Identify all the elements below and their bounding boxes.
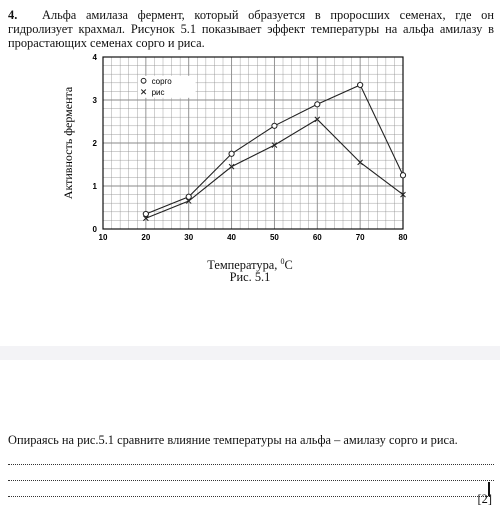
answer-line-1[interactable]: [8, 450, 494, 465]
legend-label: рис: [151, 87, 165, 97]
x-tick-label: 10: [98, 233, 108, 242]
question-text: Альфа амилаза фермент, который образуется в проросших семенах, где он гидролизует крахмал. Рисунок 5.1 показывает эффект температуры на альфа амилазу в прорастающих семенах сорго и риса.: [8, 8, 494, 50]
chart-container: [58, 52, 418, 252]
legend-label: сорго: [151, 76, 172, 86]
question-number: 4.: [8, 8, 18, 22]
x-tick-label: 20: [141, 233, 151, 242]
figure-caption: Рис. 5.1: [229, 270, 271, 284]
enzyme-activity-chart: [58, 52, 418, 252]
marks-label: [2]: [477, 492, 492, 506]
data-point-circle: [315, 102, 320, 107]
y-tick-label: 2: [92, 139, 97, 148]
x-axis-label-text: Температура,: [207, 258, 281, 273]
x-tick-label: 40: [227, 233, 237, 242]
section-separator: [0, 346, 500, 360]
x-tick-label: 30: [184, 233, 194, 242]
y-axis-label: Активность фермента: [61, 86, 75, 200]
x-tick-label: 50: [269, 233, 279, 242]
task-prompt: Опираясь на рис.5.1 сравните влияние температуры на альфа – амилазу сорго и риса.: [8, 433, 458, 447]
answer-area[interactable]: [8, 450, 494, 498]
data-point-circle: [229, 151, 234, 156]
data-point-circle: [400, 173, 405, 178]
answer-line-2[interactable]: [8, 466, 494, 481]
data-point-circle: [272, 123, 277, 128]
x-tick-label: 60: [312, 233, 322, 242]
y-tick-label: 1: [92, 182, 97, 191]
legend-marker-circle: [141, 78, 146, 83]
answer-line-3[interactable]: [8, 482, 490, 497]
x-axis-label-unit: C: [284, 258, 293, 273]
x-tick-label: 70: [355, 233, 365, 242]
y-tick-label: 3: [92, 96, 97, 105]
data-point-circle: [358, 82, 363, 87]
x-axis-label-sup: 0: [280, 257, 285, 266]
x-tick-label: 80: [398, 233, 408, 242]
question-block: [8, 8, 494, 50]
y-tick-label: 4: [92, 53, 97, 62]
y-tick-label: 0: [92, 225, 97, 234]
